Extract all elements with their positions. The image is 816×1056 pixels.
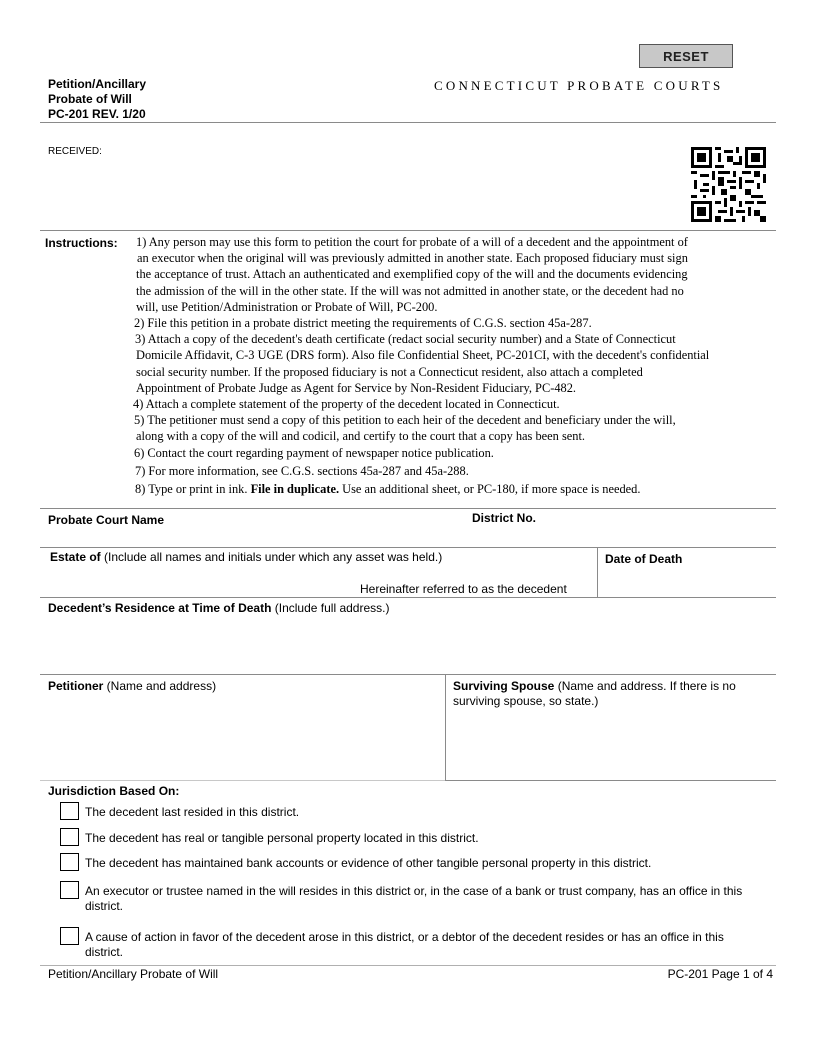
reset-button[interactable]: RESET (639, 44, 733, 68)
section-divider (40, 597, 776, 598)
district-no-label[interactable]: District No. (472, 511, 537, 525)
jurisdiction-option (60, 853, 765, 871)
qr-code-icon (691, 147, 766, 222)
jurisdiction-option (60, 927, 765, 960)
received-label: RECEIVED: (48, 146, 102, 157)
court-name: CONNECTICUT PROBATE COURTS (434, 78, 724, 93)
instruction-line: along with a copy of the will and codicil, and certify to the court that a copy has been sent. (136, 429, 586, 444)
estate-of-label[interactable] (50, 550, 442, 564)
petitioner-title: Petitioner (48, 679, 104, 693)
residence-note: (Include full address.) (271, 601, 390, 615)
form-title-line1: Petition/Ancillary (48, 77, 147, 91)
header-divider (40, 122, 776, 123)
jurisdiction-option-text: A cause of action in favor of the decedent arose in this district, or a debtor of the decedent resides or has an office in this district. (85, 930, 724, 959)
instruction-line: will, use Petition/Administration or Probate of Will, PC-200. (136, 299, 438, 314)
residence-title: Decedent’s Residence at Time of Death (48, 601, 272, 615)
jurisdiction-checkbox-resided[interactable] (60, 802, 79, 820)
instruction-line: social security number. If the proposed fiduciary is not a Connecticut resident, also attach a completed (136, 364, 643, 379)
instruction-line-8 (135, 481, 786, 497)
instruction-line: 5) The petitioner must send a copy of this petition to each heir of the decedent and beneficiary under the will, (134, 413, 676, 428)
qr-finder-top-right (745, 147, 766, 168)
surviving-spouse-title: Surviving Spouse (453, 679, 555, 693)
jurisdiction-heading: Jurisdiction Based On: (48, 784, 180, 798)
surviving-spouse-label[interactable] (453, 679, 736, 709)
instructions-label: Instructions: (45, 236, 118, 250)
section-divider (40, 508, 776, 509)
jurisdiction-option (60, 881, 765, 914)
form-title (48, 77, 146, 122)
instruction-line: 3) Attach a copy of the decedent's death certificate (redact social security number) and a State of Connecticut (135, 332, 676, 347)
footer-page-number: PC-201 Page 1 of 4 (667, 967, 773, 981)
instruction-line: the admission of the will in the other state. If the will was not admitted in another state, or the decedent had no (136, 283, 684, 298)
jurisdiction-option-text: An executor or trustee named in the will resides in this district or, in the case of a bank or trust company, has an office in this district. (85, 884, 743, 913)
instructions-text (133, 234, 786, 497)
instruction-line-8-suffix: Use an additional sheet, or PC-180, if more space is needed. (339, 482, 641, 497)
jurisdiction-option-text: The decedent has real or tangible personal property located in this district. (85, 831, 479, 845)
footer-form-name: Petition/Ancillary Probate of Will (48, 967, 219, 981)
section-divider (445, 780, 776, 781)
received-divider (40, 230, 776, 231)
section-divider (40, 547, 776, 548)
jurisdiction-checkbox-bank-accounts[interactable] (60, 853, 79, 871)
qr-finder-top-left (691, 147, 712, 168)
jurisdiction-checkbox-property[interactable] (60, 828, 79, 846)
instruction-line: 6) Contact the court regarding payment of newspaper notice publication. (134, 445, 494, 460)
instruction-line: 4) Attach a complete statement of the property of the decedent located in Connecticut. (133, 397, 560, 412)
estate-of-title: Estate of (50, 550, 101, 564)
jurisdiction-option-text: The decedent has maintained bank accounts or evidence of other tangible personal property in this district. (85, 856, 652, 870)
jurisdiction-option (60, 802, 765, 820)
jurisdiction-option (60, 828, 765, 846)
section-divider (40, 674, 776, 675)
probate-court-name-label[interactable]: Probate Court Name (48, 513, 165, 527)
instruction-line: 7) For more information, see C.G.S. sections 45a-287 and 45a-288. (135, 463, 469, 478)
instruction-line: the acceptance of trust. Attach an authenticated and exemplified copy of the will and the documents evidencing (136, 267, 688, 282)
date-of-death-label[interactable]: Date of Death (605, 552, 683, 566)
petitioner-note: (Name and address) (103, 679, 217, 693)
hereinafter-text: Hereinafter referred to as the decedent (360, 582, 567, 596)
residence-label[interactable] (48, 601, 389, 615)
instruction-line: 1) Any person may use this form to petition the court for probate of a will of a decedent and the appointment of (136, 235, 688, 249)
section-divider (40, 780, 445, 781)
instruction-line: Domicile Affidavit, C-3 UGE (DRS form). Also file Confidential Sheet, PC-201CI, with the decedent's confidential (136, 348, 710, 363)
petitioner-label[interactable] (48, 679, 216, 693)
jurisdiction-option-text: The decedent last resided in this district. (85, 805, 300, 819)
column-divider (445, 674, 446, 780)
surviving-spouse-note-1: (Name and address. If there is no (554, 679, 736, 693)
form-title-line2: Probate of Will (48, 92, 132, 106)
footer-divider (40, 965, 776, 966)
column-divider (597, 547, 598, 597)
instruction-line: Appointment of Probate Judge as Agent for Service by Non-Resident Fiduciary, PC-482. (136, 380, 577, 395)
surviving-spouse-note-2: surviving spouse, so state.) (453, 694, 599, 708)
jurisdiction-checkbox-cause-of-action[interactable] (60, 927, 79, 945)
instruction-line: an executor when the original will was previously admitted in another state. Each proposed fiduciary must sign (137, 251, 688, 266)
instruction-line-8-bold: File in duplicate. (250, 482, 340, 497)
instruction-line: 2) File this petition in a probate district meeting the requirements of C.G.S. section 45a-287. (134, 316, 592, 331)
qr-finder-bottom-left (691, 201, 712, 222)
jurisdiction-checkbox-executor[interactable] (60, 881, 79, 899)
estate-of-note: (Include all names and initials under which any asset was held.) (100, 550, 443, 564)
instruction-line-8-prefix: 8) Type or print in ink. (135, 482, 251, 497)
form-code: PC-201 REV. 1/20 (48, 107, 146, 121)
